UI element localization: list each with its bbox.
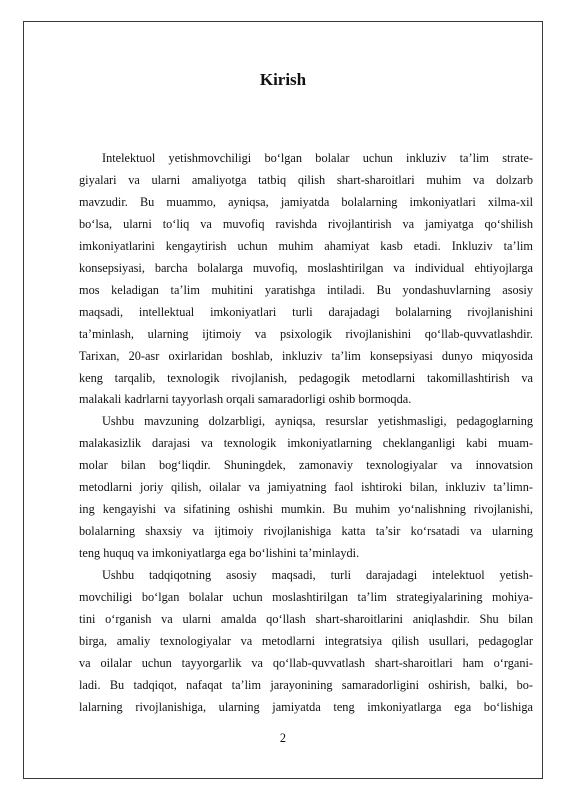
text-line: malakali kadrlarni tayyorlash orqali samaradorligi oshib bormoqda. (79, 392, 412, 407)
text-line: bo‘lsa, ularni to‘liq va muvofiq ravishda rivojlantirish va jamiyatga qo‘shilish (79, 216, 533, 231)
text-line: malakasizlik darajasi va texnologik imkoniyatlarning cheklanganligi kabi muam- (79, 436, 533, 451)
text-line: mavzudir. Bu muammo, ayniqsa, jamiyatda bolalarning imkoniyatlari xilma-xil (79, 194, 533, 209)
text-line: Intelektuol yetishmovchiligi bo‘lgan bolalar uchun inkluziv ta’lim strate- (102, 151, 533, 165)
text-line: giyalari va ularni amaliyotga tatbiq qilish shart-sharoitlari muhim va dolzarb (79, 172, 533, 187)
text-line: mos keladigan ta’lim muhitini yaratishga intiladi. Bu yondashuvlarning asosiy (79, 282, 533, 297)
text-line: Ushbu mavzuning dolzarbligi, ayniqsa, resurslar yetishmasligi, pedagoglarning (102, 414, 533, 429)
text-line: teng huquq va imkoniyatlarga ega bo‘lishini ta’minlaydi. (79, 546, 360, 561)
text-line: va oilalar uchun tayyorgarlik va qo‘llab-quvvatlash shart-sharoitlari ham o‘rgani- (79, 655, 533, 670)
text-line: molar bilan bog‘liqdir. Shuningdek, zamonaviy texnologiyalar va innovatsion (79, 458, 533, 473)
text-line: maqsadi, intellektual imkoniyatlari turli darajadagi bolalarning rivojlanishini (79, 304, 533, 319)
text-line: imkoniyatlarini kengaytirish uchun muhim ahamiyat kasb etadi. Inkluziv ta’lim (79, 238, 533, 253)
text-line: konsepsiyasi, barcha bolalarga muvofiq, moslashtirilgan va individual ehtiyojlarga (79, 260, 533, 275)
body-text (79, 148, 533, 719)
text-line: tini o‘rganish va ularni amalda qo‘llash shart-sharoitlarini aniqlashdir. Shu bilan (79, 612, 533, 627)
text-line: movchiligi bo‘lgan bolalar uchun moslashtirilgan ta’lim strategiyalarining mohiya- (79, 590, 533, 605)
text-line: metodlarni joriy qilish, oilalar va jamiyatning faol ishtiroki bilan, inkluziv ta’limn- (79, 480, 533, 495)
text-line: bolalarning shaxsiy va ijtimoiy rivojlanishiga katta ta’sir ko‘rsatadi va ularning (79, 524, 533, 539)
text-line: ta’minlash, ularning ijtimoiy va psixologik rivojlanishini qo‘llab-quvvatlashdir. (79, 326, 533, 341)
text-line: ing kengayishi va sifatining oshishi mumkin. Bu muhim yo‘nalishning rivojlanishi, (79, 502, 533, 517)
text-line: Tarixan, 20-asr oxirlaridan boshlab, inkluziv ta’lim konsepsiyasi dunyo miqyosida (79, 348, 533, 363)
text-line: Ushbu tadqiqotning asosiy maqsadi, turli darajadagi intelektuol yetish- (102, 568, 533, 583)
text-line: ladi. Bu tadqiqot, nafaqat ta’lim jarayonining samaradorligini oshirish, balki, bo- (79, 677, 533, 692)
page-title: Kirish (259, 70, 307, 89)
text-line: lalarning rivojlanishiga, ularning jamiyatda teng imkoniyatlarga ega bo‘lishiga (79, 699, 533, 714)
text-line: birga, amaliy texnologiyalar va metodlarni integratsiya qilish usullari, pedagoglar (79, 633, 533, 648)
page-number: 2 (279, 731, 287, 745)
text-line: keng tarqalib, texnologik rivojlanish, pedagogik metodlarni takomillashtirish va (79, 370, 533, 385)
